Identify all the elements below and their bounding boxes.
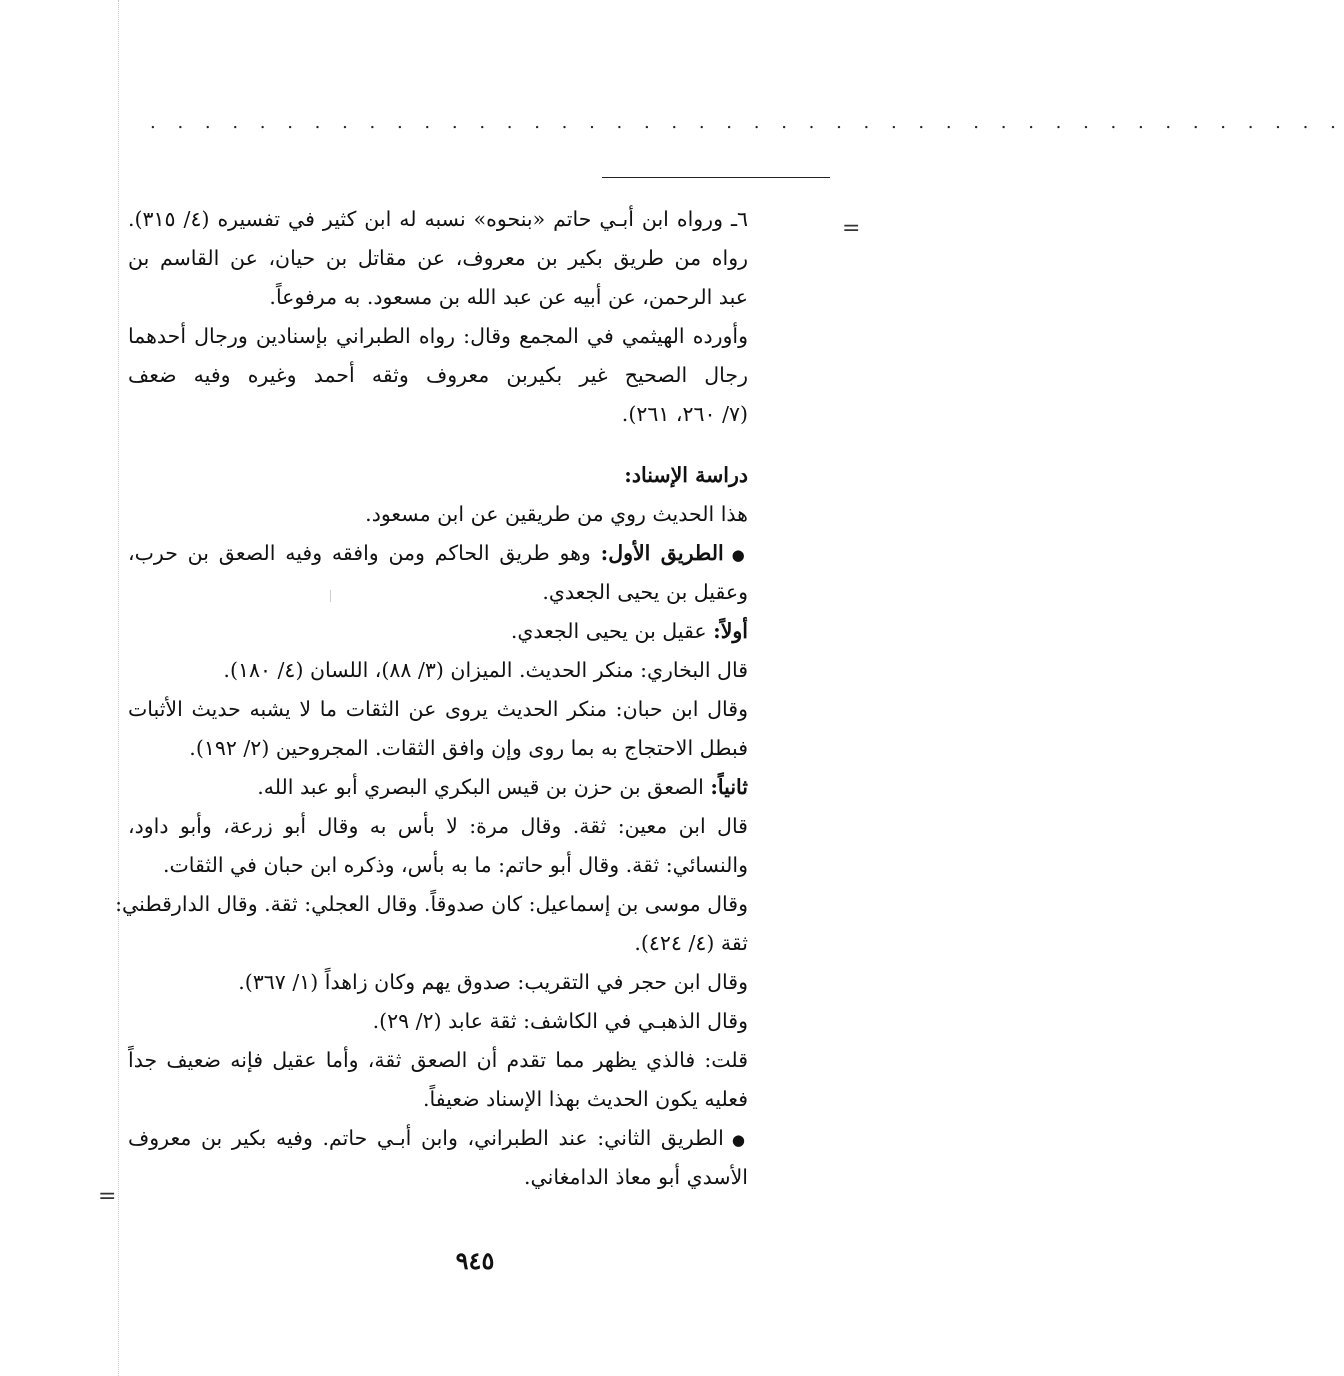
footnote-line: رواه من طريق بكير بن معروف، عن مقاتل بن حيان، عن القاسم بن — [128, 246, 748, 270]
footnote-line: (٧/ ٢٦٠، ٢٦١). — [621, 402, 748, 426]
path-two-text: الطريق الثاني: عند الطبراني، وابن أبـي حاتم. وفيه بكير بن معروف — [128, 1126, 724, 1150]
footnote-line: عبد الرحمن، عن أبيه عن عبد الله بن مسعود. به مرفوعاً. — [269, 285, 748, 309]
paragraph-line: هذا الحديث روي من طريقين عن ابن مسعود. — [365, 502, 748, 526]
section-heading: دراسة الإسناد: — [624, 463, 748, 487]
footnote-block — [128, 200, 748, 434]
path-one-line — [128, 534, 748, 573]
paragraph-line: وقال ابن حبان: منكر الحديث يروى عن الثقات ما لا يشبه حديث الأثبات — [128, 697, 748, 721]
paragraph-line: ثقة (٤/ ٤٢٤). — [634, 931, 748, 955]
paragraph-line: قلت: فالذي يظهر مما تقدم أن الصعق ثقة، وأما عقيل فإنه ضعيف جداً — [128, 1048, 748, 1072]
paragraph-line: فعليه يكون الحديث بهذا الإسناد ضعيفاً. — [422, 1087, 748, 1111]
footnote-line: ٦ـ ورواه ابن أبـي حاتم «بنحوه» نسبه له ابن كثير في تفسيره (٤/ ٣١٥). — [128, 207, 748, 231]
first-text: عقيل بن يحيى الجعدي. — [510, 619, 714, 643]
paragraph-line: وعقيل بن يحيى الجعدي. — [542, 580, 748, 604]
paragraph-line: وقال الذهبـي في الكاشف: ثقة عابد (٢/ ٢٩). — [372, 1009, 748, 1033]
margin-marker-top: = — [842, 216, 861, 241]
paragraph-line: والنسائي: ثقة. وقال أبو حاتم: ما به بأس، وذكره ابن حبان في الثقات. — [162, 853, 748, 877]
path-one-text: وهو طريق الحاكم ومن وافقه وفيه الصعق بن حرب، — [128, 541, 601, 565]
second-text: الصعق بن حزن بن قيس البكري البصري أبو عبد الله. — [257, 775, 711, 799]
footnote-line: رجال الصحيح غير بكيربن معروف وثقه أحمد وغيره وفيه ضعف — [128, 363, 748, 387]
first-label: أولاً: — [713, 619, 748, 643]
bullet-icon: ● — [731, 546, 749, 564]
footnote-rule — [602, 177, 830, 178]
paragraph-line: قال ابن معين: ثقة. وقال مرة: لا بأس به وقال أبو زرعة، وأبو داود، — [128, 814, 748, 838]
paragraph-line: الأسدي أبو معاذ الدامغاني. — [524, 1165, 748, 1189]
paragraph-line: فبطل الاحتجاج به بما روى وإن وافق الثقات. المجروحين (٢/ ١٩٢). — [189, 736, 748, 760]
path-two-line — [128, 1119, 748, 1158]
bullet-icon: ● — [731, 1131, 748, 1149]
second-narrator-line — [128, 768, 748, 807]
isnad-study-section — [115, 456, 749, 1197]
path-one-label: الطريق الأول: — [600, 541, 724, 565]
footnote-line: وأورده الهيثمي في المجمع وقال: رواه الطبراني بإسنادين ورجال أحدهما — [128, 324, 748, 348]
margin-guide-line — [118, 0, 119, 1376]
first-narrator-line — [128, 612, 748, 651]
page-number: ٩٤٥ — [455, 1246, 495, 1275]
margin-marker-bottom: = — [98, 1184, 117, 1209]
second-label: ثانياً: — [710, 775, 748, 799]
paragraph-line: وقال ابن حجر في التقريب: صدوق يهم وكان زاهداً (١/ ٣٦٧). — [238, 970, 748, 994]
paragraph-line: قال البخاري: منكر الحديث. الميزان (٣/ ٨٨)، اللسان (٤/ ١٨٠). — [223, 658, 748, 682]
dotted-separator: . . . . . . . . . . . . . . . . . . . . . . . . . . . . . . . . . . . . . . . . . . . . — [150, 112, 1344, 133]
paragraph-line: وقال موسى بن إسماعيل: كان صدوقاً. وقال العجلي: ثقة. وقال الدارقطني: — [115, 892, 748, 916]
